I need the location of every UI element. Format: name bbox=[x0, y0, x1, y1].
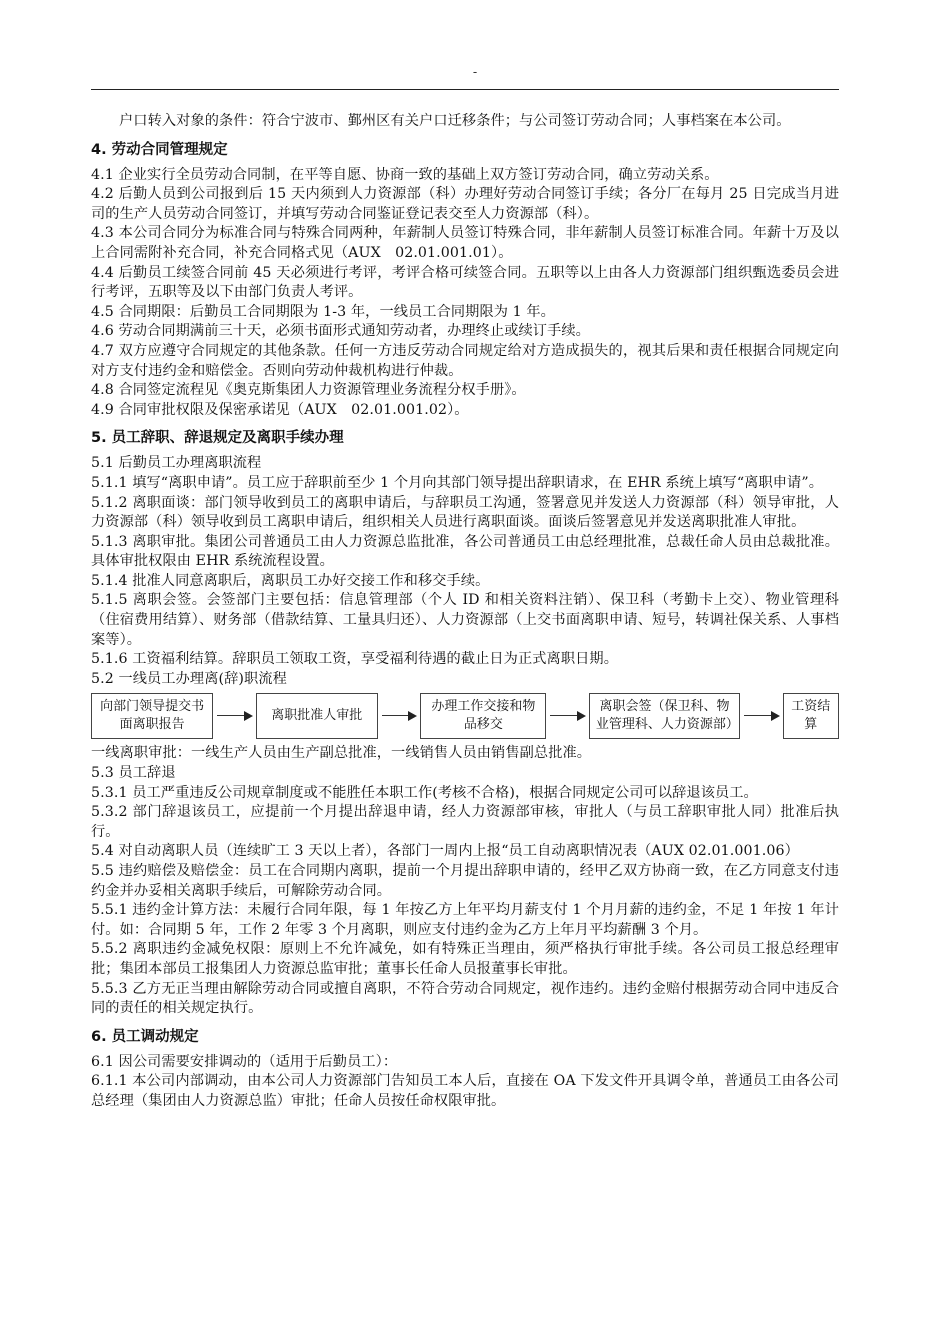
clause-4-7: 4.7 双方应遵守合同规定的其他条款。任何一方违反劳动合同规定给对方造成损失的，视其后果和责任根据合同规定向对方支付违约金和赔偿金。否则向劳动仲裁机构进行仲裁。 bbox=[91, 342, 839, 379]
frontline-approval-note: 一线离职审批：一线生产人员由生产副总批准，一线销售人员由销售副总批准。 bbox=[91, 745, 592, 762]
clause-5-5-3: 5.5.3 乙方无正当理由解除劳动合同或擅自离职，不符合劳动合同规定，视作违约。违约金赔付根据劳动合同中违反合同的责任的相关规定执行。 bbox=[91, 980, 839, 1017]
clause-5-5-2: 5.5.2 离职违约金减免权限：原则上不允许减免，如有特殊正当理由，须严格执行审批手续。各公司员工报总经理审批；集团本部员工报集团人力资源总监审批；董事长任命人员报董事长审批。 bbox=[91, 941, 839, 977]
clause-6-1: 6.1 因公司需要安排调动的（适用于后勤员工）： bbox=[91, 1053, 398, 1070]
clause-5-1-3: 5.1.3 离职审批。集团公司普通员工由人力资源总监批准，各公司普通员工由总经理批准，总裁任命人员由总裁批准。具体审批权限由 EHR 系统流程设置。 bbox=[91, 533, 839, 570]
clause-5-3: 5.3 员工辞退 bbox=[91, 765, 176, 782]
clause-4-9: 4.9 合同审批权限及保密承诺见（AUX 02.01.001.02）。 bbox=[91, 401, 469, 418]
clause-5-1-4: 5.1.4 批准人同意离职后，离职员工办好交接工作和移交手续。 bbox=[91, 572, 490, 589]
header-rule bbox=[91, 89, 839, 90]
clause-4-3: 4.3 本公司合同分为标准合同与特殊合同两种，年薪制人员签订特殊合同，非年薪制人员签订标准合同。年薪十万及以上合同需附补充合同，补充合同格式见（AUX 02.01.001.01）。 bbox=[91, 225, 839, 261]
flow-step-submit-report: 向部门领导提交书面离职报告 bbox=[91, 693, 213, 739]
section-4-items bbox=[91, 166, 839, 421]
section-5-items-a bbox=[91, 454, 839, 689]
clause-4-8: 4.8 合同签定流程见《奥克斯集团人力资源管理业务流程分权手册》。 bbox=[91, 382, 526, 399]
clause-4-2: 4.2 后勤人员到公司报到后 15 天内须到人力资源部（科）办理好劳动合同签订手续；各分厂在每月 25 日完成当月进司的生产人员劳动合同签订，并填写劳动合同鉴证登记表交至人力资源部（科）。 bbox=[91, 186, 839, 222]
flow-arrow-icon bbox=[213, 710, 256, 722]
resignation-flowchart bbox=[91, 691, 839, 741]
clause-6-1-1: 6.1.1 本公司内部调动，由本公司人力资源部门告知员工本人后，直接在 OA 下发文件开具调令单，普通员工由各公司总经理（集团由人力资源总监）审批；任命人员按任命权限审批。 bbox=[91, 1073, 839, 1109]
clause-5-5: 5.5 违约赔偿及赔偿金：员工在合同期内离职，提前一个月提出辞职申请的，经甲乙双方协商一致，在乙方同意支付违约金并办妥相关离职手续后，可解除劳动合同。 bbox=[91, 863, 839, 899]
clause-5-4: 5.4 对自动离职人员（连续旷工 3 天以上者），各部门一周内上报“员工自动离职情况表（AUX 02.01.001.06） bbox=[91, 843, 799, 860]
section-6-title: 6. 员工调动规定 bbox=[91, 1028, 199, 1045]
clause-5-1: 5.1 后勤员工办理离职流程 bbox=[91, 455, 262, 472]
clause-4-6: 4.6 劳动合同期满前三十天，必须书面形式通知劳动者，办理终止或续订手续。 bbox=[91, 323, 590, 340]
flow-step-handover: 办理工作交接和物品移交 bbox=[420, 693, 546, 739]
section-4-title: 4. 劳动合同管理规定 bbox=[91, 141, 228, 158]
clause-5-3-1: 5.3.1 员工严重违反公司规章制度或不能胜任本职工作(考核不合格)，根据合同规定公司可以辞退该员工。 bbox=[91, 784, 758, 801]
clause-5-1-2: 5.1.2 离职面谈：部门领导收到员工的离职申请后，与辞职员工沟通，签署意见并发送人力资源部（科）领导审批，人力资源部（科）领导收到员工离职申请后，组织相关人员进行离职面谈。面谈后签署意见并发送离职批准人审批。 bbox=[91, 494, 839, 531]
clause-4-1: 4.1 企业实行全员劳动合同制，在平等自愿、协商一致的基础上双方签订劳动合同，确立劳动关系。 bbox=[91, 166, 719, 183]
clause-5-5-1: 5.5.1 违约金计算方法：未履行合同年限，每 1 年按乙方上年平均月薪支付 1 个月月薪的违约金，不足 1 年按 1 年计付。如：合同期 5 年，工作 2 年零 3 个月离职，则应支付违约金为乙方上年月平均薪酬 3 个月。 bbox=[91, 902, 839, 938]
flow-step-approval: 离职批准人审批 bbox=[256, 693, 378, 739]
clause-5-1-1: 5.1.1 填写“离职申请”。员工应于辞职前至少 1 个月向其部门领导提出辞职请求，在 EHR 系统上填写“离职申请”。 bbox=[91, 474, 823, 491]
flow-arrow-icon bbox=[740, 710, 783, 722]
clause-4-4: 4.4 后勤员工续签合同前 45 天必须进行考评，考评合格可续签合同。五职等以上由各人力资源部门组织甄选委员会进行考评，五职等及以下由部门负责人考评。 bbox=[91, 264, 839, 301]
section-5-title: 5. 员工辞职、辞退规定及离职手续办理 bbox=[91, 430, 344, 447]
section-6-items bbox=[91, 1053, 839, 1112]
clause-5-2: 5.2 一线员工办理离(辞)职流程 bbox=[91, 670, 287, 687]
clause-5-1-6: 5.1.6 工资福利结算。辞职员工领取工资，享受福利待遇的截止日为正式离职日期。 bbox=[91, 651, 618, 668]
flow-arrow-icon bbox=[378, 710, 421, 722]
document-body bbox=[91, 112, 839, 1112]
page-header-mark: - bbox=[472, 64, 478, 79]
intro-paragraph: 户口转入对象的条件：符合宁波市、鄞州区有关户口迁移条件；与公司签订劳动合同；人事档案在本公司。 bbox=[119, 113, 791, 129]
section-5-items-b bbox=[91, 744, 839, 1018]
clause-5-1-5: 5.1.5 离职会签。会签部门主要包括：信息管理部（个人 ID 和相关资料注销）、保卫科（考勤卡上交）、物业管理科（住宿费用结算）、财务部（借款结算、工量具归还）、人力资源部（上交书面离职申请、短号，转调社保关系、人事档案等）。 bbox=[91, 592, 839, 648]
flow-step-salary-settlement: 工资结算 bbox=[783, 693, 840, 739]
flow-step-countersign: 离职会签（保卫科、物业管理科、人力资源部） bbox=[589, 693, 740, 739]
clause-4-5: 4.5 合同期限：后勤员工合同期限为 1-3 年，一线员工合同期限为 1 年。 bbox=[91, 303, 555, 320]
flow-arrow-icon bbox=[546, 710, 589, 722]
clause-5-3-2: 5.3.2 部门辞退该员工，应提前一个月提出辞退申请，经人力资源部审核，审批人（与员工辞职审批人同）批准后执行。 bbox=[91, 804, 839, 840]
